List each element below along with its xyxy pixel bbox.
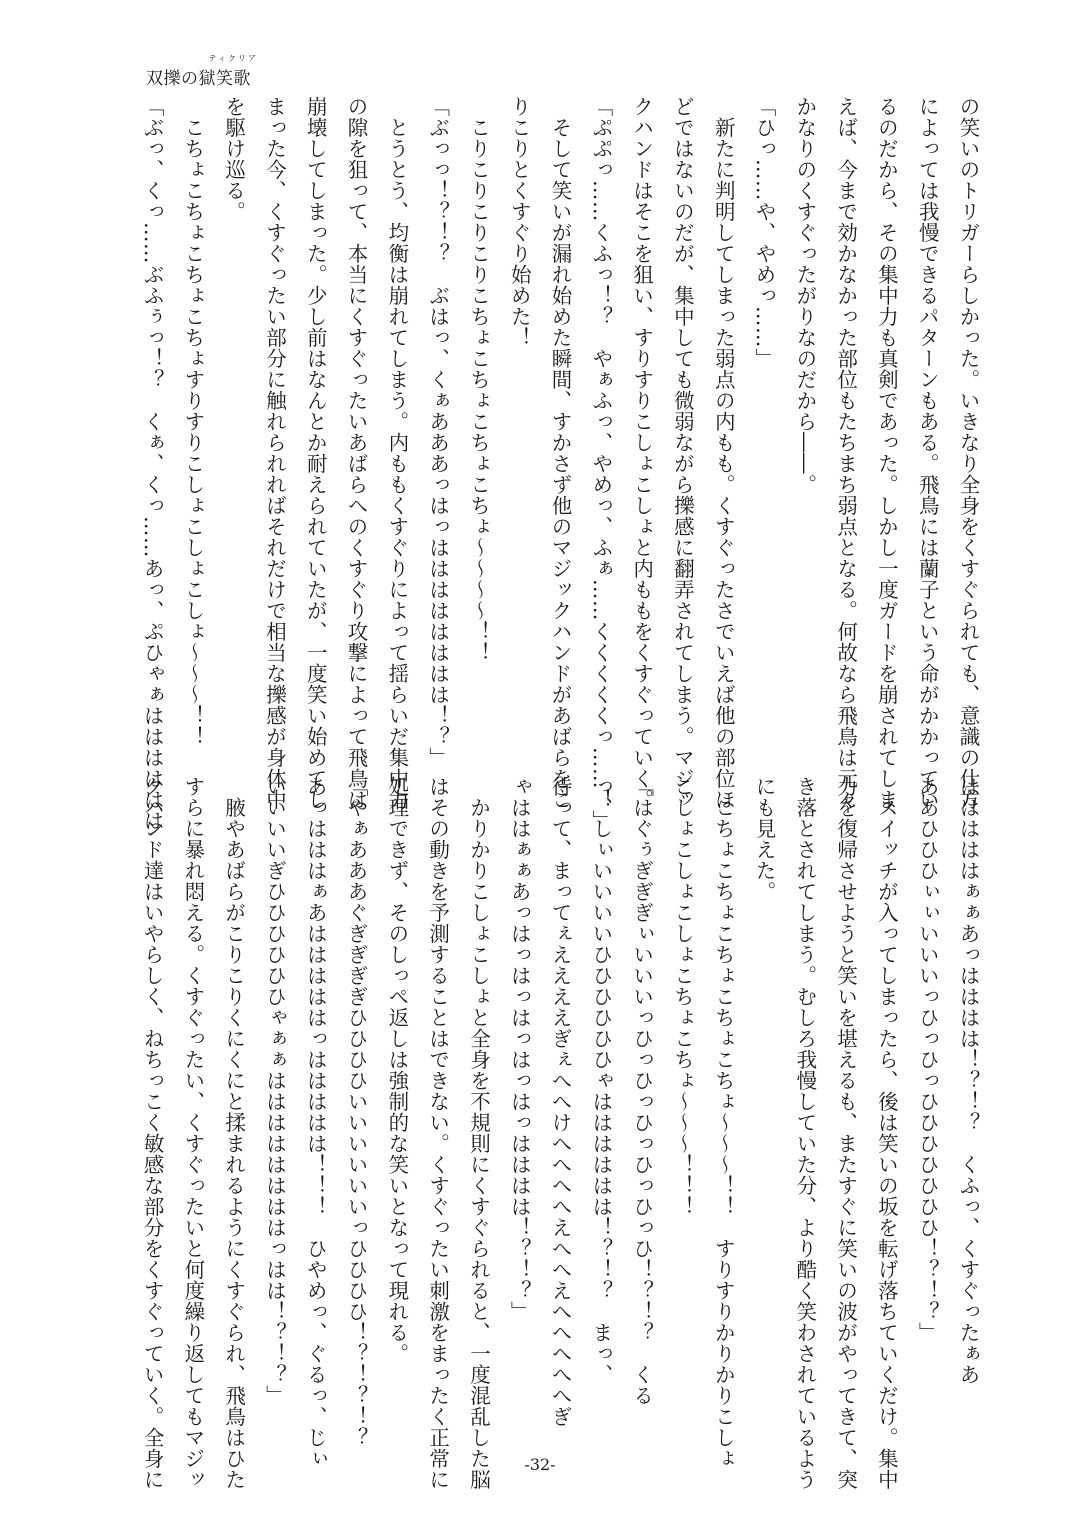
- text-column: き落とされてしまう。むしろ我慢していた分、より酷く笑わされているよう: [792, 776, 817, 1490]
- header-title-main-with-ruby: [198, 54, 258, 89]
- text-column: はその動きを予測することはできない。くすぐったい刺激をまったく正常に: [425, 776, 450, 1490]
- text-column: 「ひっ……や、やめっ……」: [752, 96, 777, 369]
- text-column: スイッチが入ってしまったら、後は笑いの坂を転げ落ちていくだけ。集中: [874, 776, 899, 1490]
- text-column: 「はぐぅぎぎぎぃいいいっひっひっひっひっひっひ！？！？ くる: [629, 776, 654, 1406]
- text-column: こちょこちょこちょこちょすりすりこしょこしょこしょ～～～！！: [180, 96, 205, 747]
- text-column: まった今、くすぐったい部分に触れられればそれだけで相当な擽感が身体中: [262, 96, 287, 810]
- text-column: とうとう、均衡は崩れてしまう。内ももくすぐりによって揺らいだ集中力: [384, 96, 409, 810]
- running-header: [146, 54, 258, 89]
- text-column: りこりとくすぐり始めた！: [507, 96, 532, 348]
- text-column: こしょこしょこしょこちょこちょ～～～！！！: [670, 776, 695, 1217]
- text-column: 処理できず、そのしっぺ返しは強制的な笑いとなって現れる。: [384, 776, 409, 1364]
- text-column: はははははぁぁあっはははは！？！？ くふっ、くすぐったぁあ: [956, 776, 980, 1385]
- text-column: いいいいぎひひひひひひゃぁぁははははははははっはは！？！？」: [262, 776, 287, 1406]
- text-column: 「ぶっ、くっ……ぶふぅっ！？ くぁ、くっ……あっ、ぷひゃぁはははははは: [140, 96, 165, 831]
- text-column: 腋やあばらがこりこりくにくにと揉まれるようにくすぐられ、飛鳥はひた: [221, 776, 246, 1490]
- text-column: ああひひひぃぃいいいっひっひっひひひひひひひ！？！？」: [915, 776, 940, 1343]
- text-column: っ、しぃいいいいひひひひひひゃはははははは！？！？ まっ、: [588, 776, 613, 1385]
- text-column: クハンド達はいやらしく、ねちっこく敏感な部分をくすぐっていく。全身に: [140, 776, 165, 1490]
- header-title-prefix: 双擽の: [146, 69, 199, 89]
- text-column: どではないのだが、集中しても微弱ながら擽感に翻弄されてしまう。マジッ: [670, 96, 695, 810]
- header-title-main: 獄笑歌: [198, 69, 251, 89]
- text-block-top: [131, 96, 988, 831]
- text-column: の隙を狙って、本当にくすぐったいあばらへのくすぐり攻撃によって飛鳥は: [344, 96, 369, 810]
- text-column: 「やぁあああぐぎぎぎぎひひひひいいいいいいっひひひひ！？！？！？: [344, 776, 369, 1448]
- text-column: 「ぶっっ！？！？ ぶはっ、くぁあああっはっはははははははは！？」: [425, 96, 450, 768]
- text-column: かなりのくすぐったがりなのだから――。: [792, 96, 817, 495]
- text-column: あっはははぁあはははははっははははは！！！ ひやめっ、ぐるっ、じぃ: [303, 776, 328, 1469]
- text-column: によっては我慢できるパターンもある。飛鳥には蘭子という命がかかってい: [915, 96, 940, 810]
- text-column: にも見えた。: [752, 776, 777, 902]
- text-column: 力を復帰させようと笑いを堪えるも、またすぐに笑いの波がやってきて、突: [833, 776, 858, 1490]
- text-column: 待って、まってぇええええぎぇへへけへへへへえへへえへへへへへぎ: [548, 776, 573, 1427]
- text-column: そして笑いが漏れ始めた瞬間、すかさず他のマジックハンドがあばらをこ: [548, 96, 573, 810]
- text-column: の笑いのトリガーらしかった。いきなり全身をくすぐられても、意識の仕方: [956, 96, 980, 810]
- text-column: ゃははぁぁあっはっはっはっはっはっはははは！？！？」: [507, 776, 532, 1322]
- text-column: こちょこちょこちょこちょこちょ～～～！！ すりすりかりかりこしょ: [711, 776, 736, 1469]
- text-column: るのだから、その集中力も真剣であった。しかし一度ガードを崩されてしま: [874, 96, 899, 810]
- text-column: 崩壊してしまった。少し前はなんとか耐えられていたが、一度笑い始めてし: [303, 96, 328, 810]
- text-column: を駆け巡る。: [221, 96, 246, 222]
- text-column: えば、今まで効かなかった部位もたちまち弱点となる。何故なら飛鳥は元々: [833, 96, 858, 810]
- text-column: かりかりこしょこしょと全身を不規則にくすぐられると、一度混乱した脳: [466, 776, 491, 1490]
- text-column: 新たに判明してしまった弱点の内もも。くすぐったさでいえば他の部位ほ: [711, 96, 736, 810]
- header-ruby: ティクリア: [208, 54, 258, 63]
- text-column: 「ぷぷっ……くふっ！？ やぁふっ、やめっ、ふぁ……くくくくくっ……！」: [588, 96, 613, 831]
- text-column: クハンドはそこを狙い、すりすりこしょこしょと内ももをくすぐっていく。: [629, 96, 654, 810]
- text-column: すらに暴れ悶える。くすぐったい、くすぐったいと何度繰り返してもマジッ: [180, 776, 205, 1490]
- page-number: -32-: [524, 1455, 556, 1474]
- text-column: こりこりこりこりこちょこちょこちょこちょ～～～～！！: [466, 96, 491, 663]
